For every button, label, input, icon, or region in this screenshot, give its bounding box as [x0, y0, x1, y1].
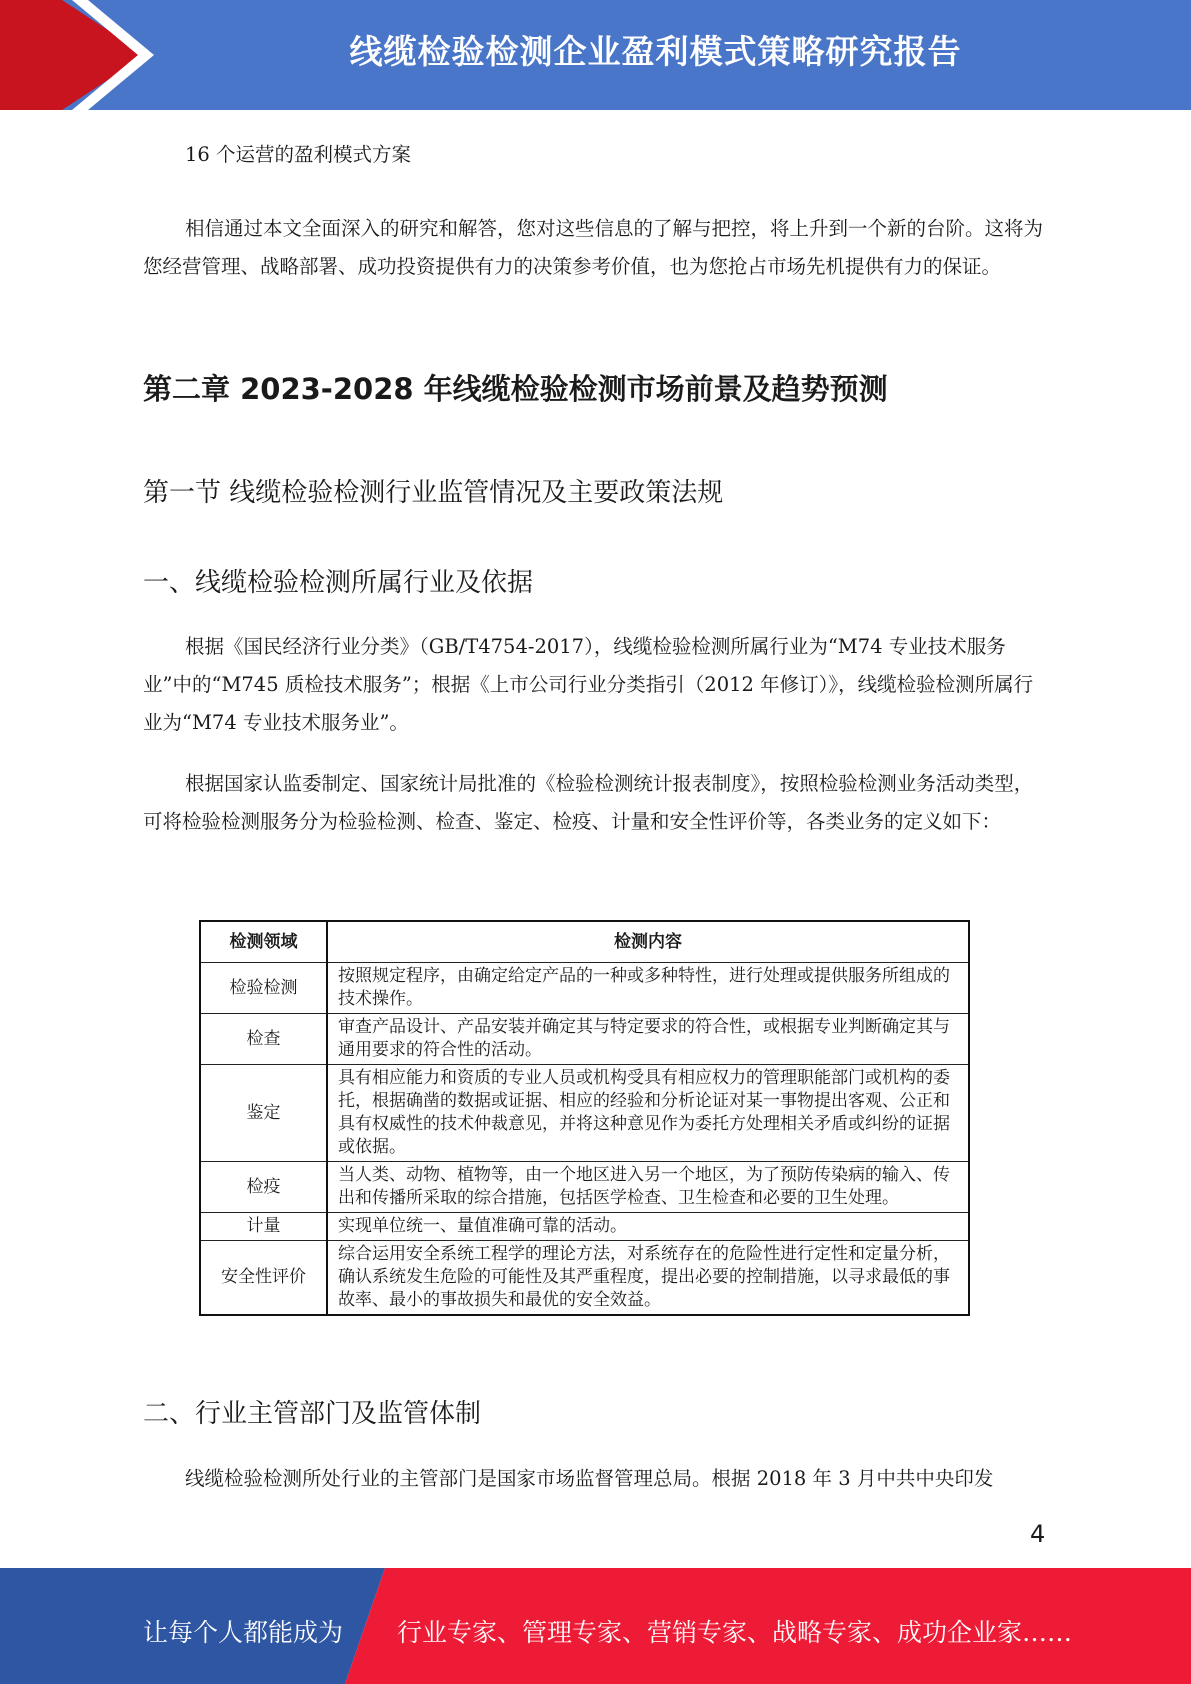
subsection-title-1: 一、线缆检验检测所属行业及依据 [143, 568, 534, 598]
page-number: 4 [1030, 1520, 1046, 1548]
subsection-title-2: 二、行业主管部门及监管体制 [143, 1399, 482, 1429]
table-row [200, 963, 969, 1014]
belief-paragraph: 相信通过本文全面深入的研究和解答，您对这些信息的了解与把控，将上升到一个新的台阶。这将为您经营管理、战略部署、成功投资提供有力的决策参考价值，也为您抢占市场先机提供有力的保证。 [143, 217, 1044, 278]
table-cell-field: 检查 [200, 1014, 327, 1065]
table-row [200, 1014, 969, 1065]
table-header-field: 检测领域 [200, 921, 327, 963]
section-title: 第一节 线缆检验检测行业监管情况及主要政策法规 [143, 478, 724, 508]
table-row [200, 1241, 969, 1316]
table-cell-content: 具有相应能力和资质的专业人员或机构受具有相应权力的管理职能部门或机构的委托，根据确凿的数据或证据、相应的经验和分析论证对某一事物提出客观、公正和具有权威性的技术仲裁意见，并将这种意见作为委托方处理相关矛盾或纠纷的证据或依据。 [327, 1065, 969, 1162]
authority-paragraph: 线缆检验检测所处行业的主管部门是国家市场监督管理总局。根据 2018 年 3 月中共中央印发 [185, 1467, 994, 1490]
chapter-title: 第二章 2023-2028 年线缆检验检测市场前景及趋势预测 [143, 372, 888, 406]
definitions-table [199, 920, 970, 1316]
industry-paragraph: 根据《国民经济行业分类》（GB/T4754-2017），线缆检验检测所属行业为“M74 专业技术服务业”中的“M745 质检技术服务”；根据《上市公司行业分类指引（2012 年修订）》，线缆检验检测所属行业为“M74 专业技术服务业”。 [143, 635, 1034, 734]
footer-banner [0, 1568, 1191, 1684]
header-banner [0, 0, 1191, 110]
footer-slogan-right: 行业专家、管理专家、营销专家、战略专家、成功企业家…… [397, 1618, 1073, 1647]
table-cell-content: 审查产品设计、产品安装并确定其与特定要求的符合性，或根据专业判断确定其与通用要求的符合性的活动。 [327, 1014, 969, 1065]
table-header-content: 检测内容 [327, 921, 969, 963]
table-cell-content: 实现单位统一、量值准确可靠的活动。 [327, 1213, 969, 1241]
footer-slogan-left: 让每个人都能成为 [143, 1618, 344, 1647]
types-paragraph: 根据国家认监委制定、国家统计局批准的《检验检测统计报表制度》，按照检验检测业务活动类型，可将检验检测服务分为检验检测、检查、鉴定、检疫、计量和安全性评价等，各类业务的定义如下： [143, 772, 1034, 833]
table-cell-field: 安全性评价 [200, 1241, 327, 1316]
table-row [200, 1065, 969, 1162]
table-row [200, 1213, 969, 1241]
table-cell-field: 鉴定 [200, 1065, 327, 1162]
table-header-row [200, 921, 969, 963]
top-line: 16 个运营的盈利模式方案 [185, 143, 412, 166]
table-cell-field: 检疫 [200, 1162, 327, 1213]
table-row [200, 1162, 969, 1213]
table-cell-field: 检验检测 [200, 963, 327, 1014]
table-cell-field: 计量 [200, 1213, 327, 1241]
header-title: 线缆检验检测企业盈利模式策略研究报告 [349, 32, 962, 71]
table-cell-content: 综合运用安全系统工程学的理论方法，对系统存在的危险性进行定性和定量分析，确认系统发生危险的可能性及其严重程度，提出必要的控制措施，以寻求最低的事故率、最小的事故损失和最优的安全效益。 [327, 1241, 969, 1316]
table-cell-content: 按照规定程序，由确定给定产品的一种或多种特性，进行处理或提供服务所组成的技术操作。 [327, 963, 969, 1014]
table-cell-content: 当人类、动物、植物等，由一个地区进入另一个地区，为了预防传染病的输入、传出和传播所采取的综合措施，包括医学检查、卫生检查和必要的卫生处理。 [327, 1162, 969, 1213]
